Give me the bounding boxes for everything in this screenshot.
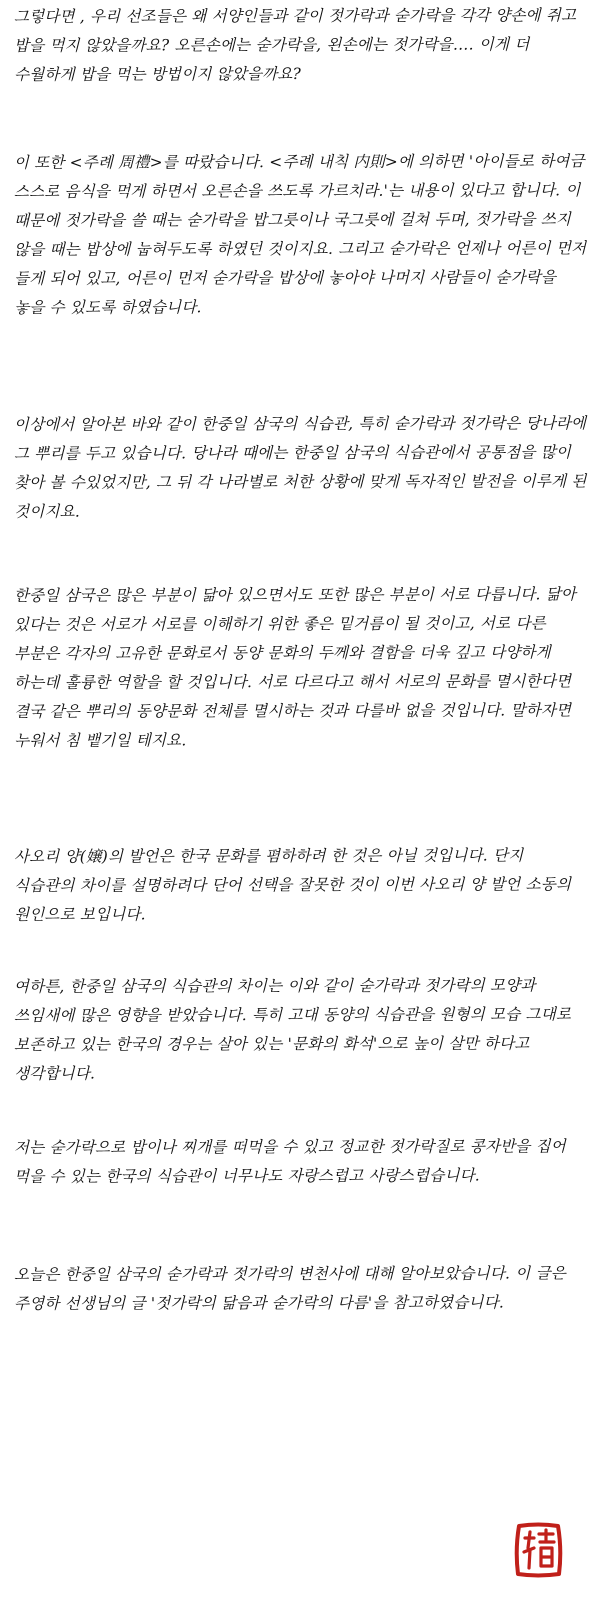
paragraph-5: 사오리 양(嬢)의 발언은 한국 문화를 폄하하려 한 것은 아닐 것입니다. 단지 식습관의 차이를 설명하려다 단어 선택을 잘못한 것이 이번 사오리 양 발언 소동의 원인으로 보입니다. bbox=[13, 846, 572, 924]
paragraph-4: 한중일 삼국은 많은 부분이 닮아 있으면서도 또한 많은 부분이 서로 다릅니다. 닮아 있다는 것은 서로가 서로를 이해하기 위한 좋은 밑거름이 될 것이고, 서로 다른 부분은 각자의 고유한 문화로서 동양 문화의 두께와 결함을 더욱 깊고 다양하게 하는데 훌륭한 역할을 할 것입니다. 서로 다르다고 해서 서로의 문화를 멸시한다면 결국 같은 뿌리의 동양문화 전체를 멸시하는 것과 다를바 없을 것입니다. 말하자면 누워서 침 뱉기일 테지요. bbox=[13, 585, 577, 750]
paragraph-1: 그렇다면 , 우리 선조들은 왜 서양인들과 같이 젓가락과 숟가락을 각각 양손에 쥐고 밥을 먹지 않았을까요? 오른손에는 숟가락을, 왼손에는 젓가락을…. 이게 더 수월하게 밥을 먹는 방법이지 않았을까요? bbox=[13, 6, 577, 84]
paragraph-2: 이 또한 <주례 周禮>를 따랐습니다. <주례 내칙 内則>에 의하면 '아이들로 하여금 스스로 음식을 먹게 하면서 오른손을 쓰도록 가르치라.'는 내용이 있다고 합니다. 이 때문에 젓가락을 쓸 때는 숟가락을 밥그릇이나 국그릇에 걸쳐 두며, 젓가락을 쓰지 않을 때는 밥상에 눕혀두도록 하였던 것이지요. 그리고 숟가락은 언제나 어른이 먼저 들게 되어 있고, 어른이 먼저 숟가락을 밥상에 놓아야 나머지 사람들이 숟가락을 놓을 수 있도록 하였습니다. bbox=[13, 152, 587, 317]
paragraph-6: 여하튼, 한중일 삼국의 식습관의 차이는 이와 같이 숟가락과 젓가락의 모양과 쓰임새에 많은 영향을 받았습니다. 특히 고대 동양의 식습관을 원형의 모습 그대로 보존하고 있는 한국의 경우는 살아 있는 '문화의 화석'으로 높이 살만 하다고 생각합니다. bbox=[13, 976, 572, 1083]
paragraph-7: 저는 숟가락으로 밥이나 찌개를 떠먹을 수 있고 정교한 젓가락질로 콩자반을 집어 먹을 수 있는 한국의 식습관이 너무나도 자랑스럽고 사랑스럽습니다. bbox=[13, 1137, 566, 1186]
paragraph-3: 이상에서 알아본 바와 같이 한중일 삼국의 식습관, 특히 숟가락과 젓가락은 당나라에 그 뿌리를 두고 있습니다. 당나라 때에는 한중일 삼국의 식습관에서 공통점을 많이 찾아 볼 수있었지만, 그 뒤 각 나라별로 처한 상황에 맞게 독자적인 발전을 이루게 된 것이지요. bbox=[13, 414, 587, 521]
red-name-seal-icon bbox=[512, 1522, 564, 1578]
paragraph-8: 오늘은 한중일 삼국의 숟가락과 젓가락의 변천사에 대해 알아보았습니다. 이 글은 주영하 선생님의 글 '젓가락의 닮음과 숟가락의 다름'을 참고하였습니다. bbox=[13, 1264, 566, 1313]
